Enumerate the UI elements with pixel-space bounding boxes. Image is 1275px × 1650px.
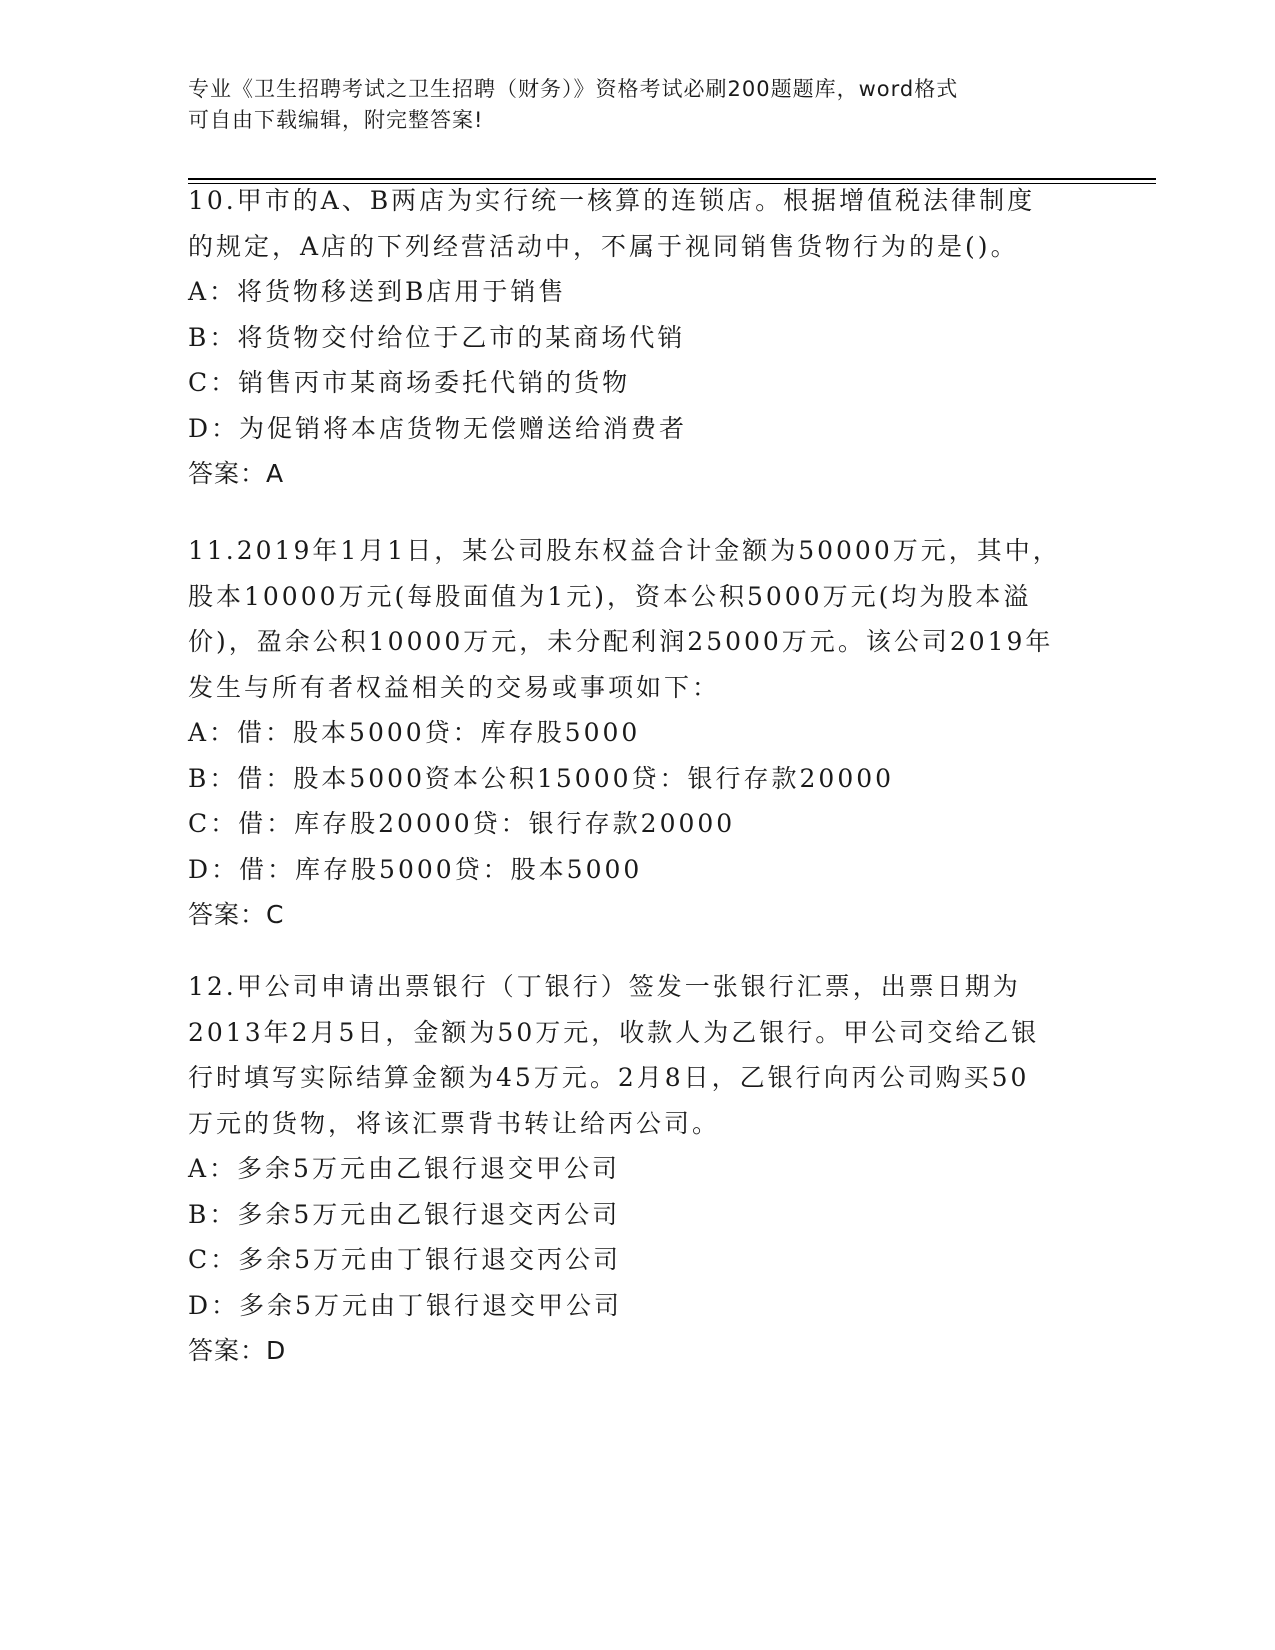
option-a: A：将货物移送到B店用于销售: [188, 277, 567, 306]
question-10: [188, 178, 1088, 497]
question-stem-line: 12.甲公司申请出票银行（丁银行）签发一张银行汇票，出票日期为: [188, 972, 1021, 1001]
option-a: A：多余5万元由乙银行退交甲公司: [188, 1154, 620, 1183]
question-stem-line: 发生与所有者权益相关的交易或事项如下：: [188, 672, 721, 702]
question-12: [188, 964, 1088, 1374]
question-11: [188, 528, 1088, 938]
option-c: C：多余5万元由丁银行退交丙公司: [188, 1245, 622, 1274]
header-line: 可自由下载编辑，附完整答案!: [188, 108, 484, 132]
answer: 答案：A: [188, 459, 285, 488]
option-a: A：借：股本5000贷：库存股5000: [188, 718, 641, 747]
question-stem-line: 11.2019年1月1日，某公司股东权益合计金额为50000万元，其中，: [188, 536, 1061, 565]
option-d: D：借：库存股5000贷：股本5000: [188, 854, 643, 884]
header-line: 专业《卫生招聘考试之卫生招聘（财务）》资格考试必刷200题题库，word格式: [188, 77, 959, 101]
option-b: B：多余5万元由乙银行退交丙公司: [188, 1199, 621, 1229]
question-stem-line: 股本10000万元(每股面值为1元)，资本公积5000万元(均为股本溢: [188, 581, 1032, 611]
question-stem-line: 2013年2月5日，金额为50万元，收款人为乙银行。甲公司交给乙银: [188, 1017, 1040, 1047]
question-stem-line: 万元的货物，将该汇票背书转让给丙公司。: [188, 1108, 721, 1138]
page-header: [188, 74, 1088, 136]
question-stem-line: 的规定，A店的下列经营活动中，不属于视同销售货物行为的是()。: [188, 231, 1019, 261]
option-b: B：将货物交付给位于乙市的某商场代销: [188, 322, 686, 352]
option-d: D：多余5万元由丁银行退交甲公司: [188, 1290, 622, 1320]
option-b: B：借：股本5000资本公积15000贷：银行存款20000: [188, 763, 895, 793]
answer: 答案：C: [188, 900, 285, 929]
question-stem-line: 行时填写实际结算金额为45万元。2月8日，乙银行向丙公司购买50: [188, 1063, 1030, 1092]
option-d: D：为促销将本店货物无偿赠送给消费者: [188, 413, 688, 443]
option-c: C：销售丙市某商场委托代销的货物: [188, 368, 631, 397]
question-stem-line: 价)，盈余公积10000万元，未分配利润25000万元。该公司2019年: [188, 627, 1054, 656]
option-c: C：借：库存股20000贷：银行存款20000: [188, 809, 736, 838]
answer: 答案：D: [188, 1336, 287, 1365]
question-stem-line: 10.甲市的A、B两店为实行统一核算的连锁店。根据增值税法律制度: [188, 186, 1036, 215]
